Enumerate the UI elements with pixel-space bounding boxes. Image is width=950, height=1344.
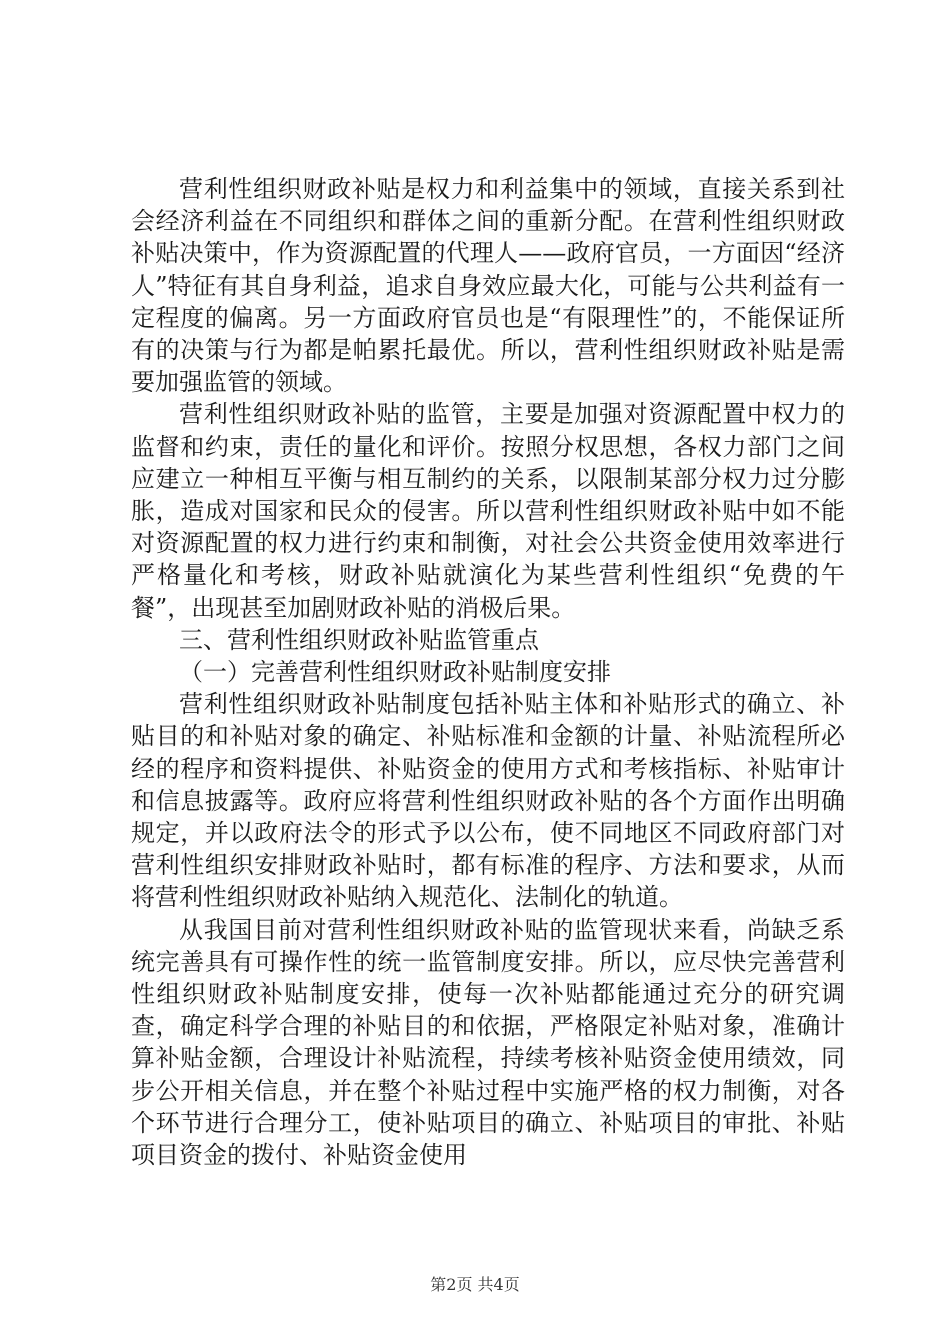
subsection-heading: （一）完善营利性组织财政补贴制度安排 (179, 658, 611, 687)
page-footer: 第2页 共4页 (430, 1275, 520, 1294)
body-paragraph-2: 营利性组织财政补贴的监管，主要是加强对资源配置中权力的监督和约束，责任的量化和评价。按照分权思想，各权力部门之间应建立一种相互平衡与相互制约的关系，以限制某部分权力过分膨胀，造成对国家和民众的侵害。所以营利性组织财政补贴中如不能对资源配置的权力进行约束和制衡，对社会公共资金使用效率进行严格量化和考核，财政补贴就演化为某些营利性组织“免费的午餐”，出现甚至加剧财政补贴的消极后果。 (131, 400, 845, 622)
body-paragraph-4: 从我国目前对营利性组织财政补贴的监管现状来看，尚缺乏系统完善具有可操作性的统一监管制度安排。所以，应尽快完善营利性组织财政补贴制度安排，使每一次补贴都能通过充分的研究调查，确定科学合理的补贴目的和依据，严格限定补贴对象，准确计算补贴金额，合理设计补贴流程，持续考核补贴资金使用绩效，同步公开相关信息，并在整个补贴过程中实施严格的权力制衡，对各个环节进行合理分工，使补贴项目的确立、补贴项目的审批、补贴项目资金的拨付、补贴资金使用 (131, 915, 845, 1170)
body-paragraph-3: 营利性组织财政补贴制度包括补贴主体和补贴形式的确立、补贴目的和补贴对象的确定、补贴标准和金额的计量、补贴流程所必经的程序和资料提供、补贴资金的使用方式和考核指标、补贴审计和信息披露等。政府应将营利性组织财政补贴的各个方面作出明确规定，并以政府法令的形式予以公布，使不同地区不同政府部门对营利性组织安排财政补贴时，都有标准的程序、方法和要求，从而将营利性组织财政补贴纳入规范化、法制化的轨道。 (131, 690, 845, 912)
section-heading: 三、营利性组织财政补贴监管重点 (179, 625, 539, 654)
body-paragraph-1: 营利性组织财政补贴是权力和利益集中的领域，直接关系到社会经济利益在不同组织和群体之间的重新分配。在营利性组织财政补贴决策中，作为资源配置的代理人——政府官员，一方面因“经济人”特征有其自身利益，追求自身效应最大化，可能与公共利益有一定程度的偏离。另一方面政府官员也是“有限理性”的，不能保证所有的决策与行为都是帕累托最优。所以，营利性组织财政补贴是需要加强监管的领域。 (131, 175, 845, 397)
document-body (131, 173, 845, 1171)
